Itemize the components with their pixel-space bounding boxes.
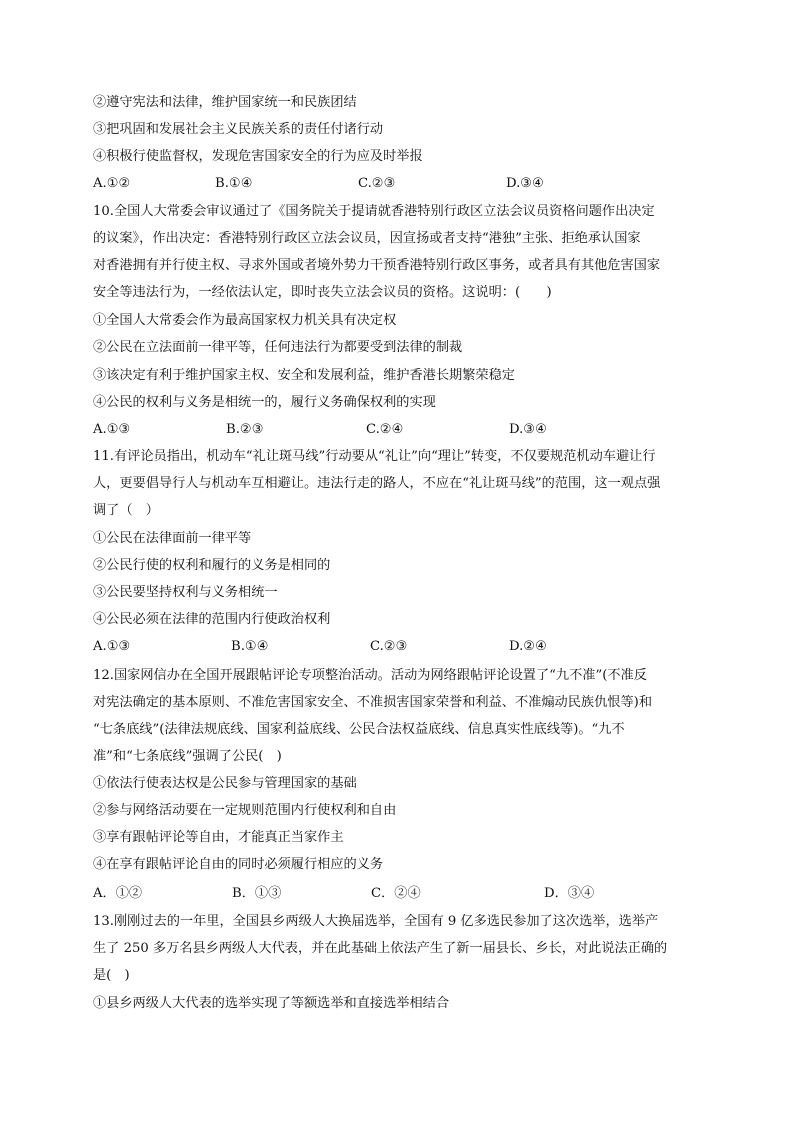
choice-item: ③享有跟帖评论等自由，才能真正当家作主 [93, 830, 344, 845]
question-stem: 安全等违法行为，一经依法认定，即时丧失立法会议员的资格。这说明：( ) [93, 285, 552, 300]
choice-item: ①依法行使表达权是公民参与管理国家的基础 [93, 776, 357, 791]
question-stem: 11.有评论员指出，机动车“礼让斑马线”行动要从“礼让”向“理让”转变，不仅要规范机动车避让行 [93, 449, 656, 464]
answer-options [93, 174, 713, 194]
choice-item: ②参与网络活动要在一定规则范围内行使权利和自由 [93, 803, 397, 818]
choice-item: ②遵守宪法和法律，维护国家统一和民族团结 [93, 95, 357, 110]
choice-item: ④公民的权利与义务是相统一的，履行义务确保权利的实现 [93, 395, 436, 410]
option-d: D.③④ [509, 422, 547, 437]
choice-item: ③公民要坚持权利与义务相统一 [93, 585, 278, 600]
option-d: D．③④ [544, 886, 595, 901]
question-stem: 的议案》，作出决定：香港特别行政区立法会议员，因宣扬或者支持“港独”主张、拒绝承认国家 [93, 231, 641, 246]
question-stem: 调了（ ） [93, 503, 159, 518]
question-stem: 12.国家网信办在全国开展跟帖评论专项整治活动。活动为网络跟帖评论设置了“九不准”(不准反 [93, 668, 647, 683]
question-stem: “七条底线”(法律法规底线、国家利益底线、公民合法权益底线、信息真实性底线等)。“九不 [93, 722, 625, 737]
question-stem: 对香港拥有并行使主权、寻求外国或者境外势力干预香港特别行政区事务，或者具有其他危害国家 [93, 258, 661, 273]
question-stem: 人，更要倡导行人与机动车互相避让。违法行走的路人，不应在“礼让斑马线”的范围，这一观点强 [93, 476, 661, 491]
question-stem: 准”和“七条底线”强调了公民( ) [93, 749, 282, 764]
option-c: C.②③ [370, 639, 408, 654]
choice-item: ①县乡两级人大代表的选举实现了等额选举和直接选举相结合 [93, 996, 450, 1011]
option-a: A．①② [93, 886, 143, 901]
choice-item: ③该决定有利于维护国家主权、安全和发展利益，维护香港长期繁荣稳定 [93, 368, 515, 383]
choice-item: ④在享有跟帖评论自由的同时必须履行相应的义务 [93, 857, 384, 872]
question-stem: 是( ) [93, 968, 130, 983]
option-a: A.①③ [93, 422, 131, 437]
choice-item: ③把巩固和发展社会主义民族关系的责任付诸行动 [93, 122, 384, 137]
option-b: B.①④ [215, 176, 253, 191]
question-stem: 13.刚刚过去的一年里，全国县乡两级人大换届选举，全国有 9 亿多选民参加了这次选举，选举产 [93, 914, 659, 929]
choice-item: ②公民在立法面前一律平等，任何违法行为都要受到法律的制裁 [93, 340, 463, 355]
answer-options [93, 420, 713, 440]
choice-item: ④公民必须在法律的范围内行使政治权利 [93, 612, 331, 627]
option-c: C.②④ [366, 422, 404, 437]
choice-item: ④积极行使监督权，发现危害国家安全的行为应及时举报 [93, 149, 423, 164]
question-stem: 对宪法确定的基本原则、不准危害国家安全、不准损害国家荣誉和利益、不准煽动民族仇恨等)和 [93, 695, 653, 710]
choice-item: ①全国人大常委会作为最高国家权力机关具有决定权 [93, 313, 397, 328]
option-d: D.③④ [506, 176, 544, 191]
question-stem: 10.全国人大常委会审议通过了《国务院关于提请就香港特别行政区立法会议员资格问题作出决定 [93, 204, 655, 219]
option-b: B．①③ [232, 886, 282, 901]
option-d: D.②④ [509, 639, 547, 654]
answer-options [93, 884, 713, 904]
option-c: C．②④ [371, 886, 421, 901]
option-b: B.②③ [226, 422, 264, 437]
question-stem: 生了 250 多万名县乡两级人大代表，并在此基础上依法产生了新一届县长、乡长，对此说法正确的 [93, 941, 668, 956]
option-b: B.①④ [231, 639, 269, 654]
answer-options [93, 637, 713, 657]
choice-item: ①公民在法律面前一律平等 [93, 531, 252, 546]
option-a: A.①② [93, 176, 131, 191]
option-c: C.②③ [358, 176, 396, 191]
choice-item: ②公民行使的权利和履行的义务是相同的 [93, 558, 331, 573]
option-a: A.①③ [93, 639, 131, 654]
